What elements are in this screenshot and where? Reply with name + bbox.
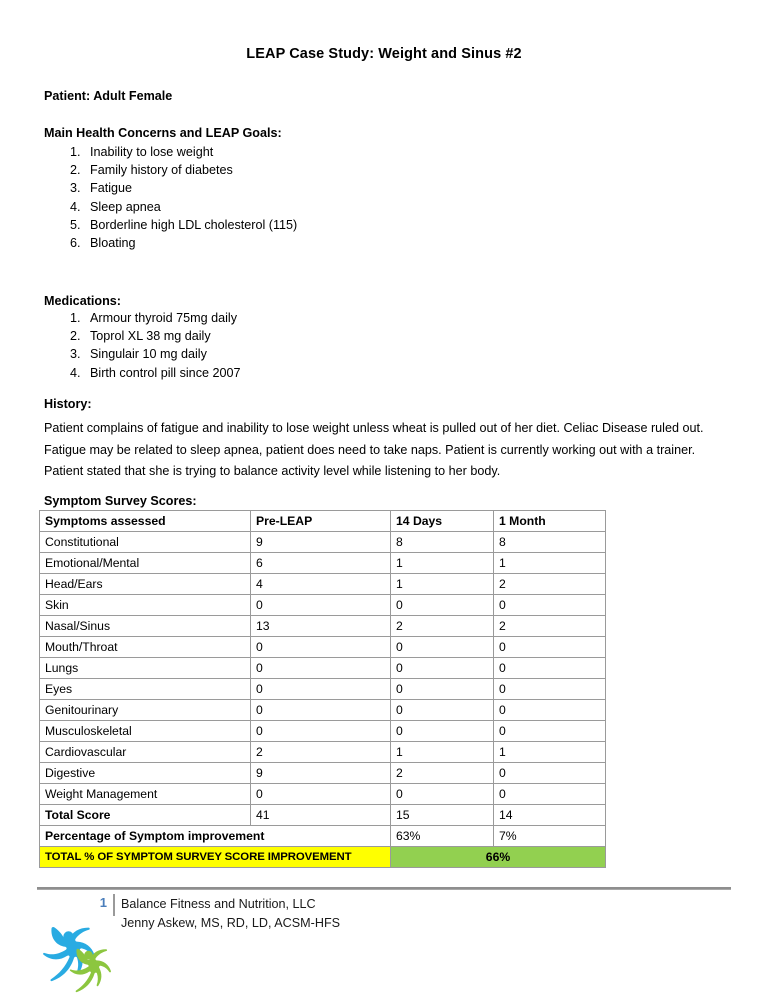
- cell-percentage-label: Percentage of Symptom improvement: [40, 826, 391, 847]
- table-row: [40, 553, 606, 574]
- footer-vertical-separator: [113, 894, 115, 916]
- cell-percentage-14-days: 63%: [391, 826, 494, 847]
- survey-table-caption: Symptom Survey Scores:: [44, 494, 197, 508]
- table-row: [40, 574, 606, 595]
- table-highlight-row: [40, 847, 606, 868]
- list-item: 3. Fatigue: [84, 179, 297, 197]
- symptom-survey-table: [39, 510, 606, 868]
- page-title: LEAP Case Study: Weight and Sinus #2: [246, 46, 522, 62]
- cell-1-month: 0: [494, 784, 606, 805]
- cell-symptom: Cardiovascular: [40, 742, 251, 763]
- cell-14-days: 1: [391, 742, 494, 763]
- list-item: 6. Bloating: [84, 234, 297, 252]
- table-row: [40, 721, 606, 742]
- cell-14-days: 0: [391, 679, 494, 700]
- history-heading: History:: [44, 397, 92, 411]
- cell-14-days: 0: [391, 700, 494, 721]
- cell-symptom: Skin: [40, 595, 251, 616]
- cell-total-1-month: 14: [494, 805, 606, 826]
- cell-symptom: Emotional/Mental: [40, 553, 251, 574]
- cell-total-pre-leap: 41: [251, 805, 391, 826]
- cell-1-month: 1: [494, 742, 606, 763]
- cell-1-month: 0: [494, 721, 606, 742]
- cell-1-month: 1: [494, 553, 606, 574]
- list-item: 5. Borderline high LDL cholesterol (115): [84, 216, 297, 234]
- cell-pre-leap: 0: [251, 637, 391, 658]
- cell-pre-leap: 9: [251, 763, 391, 784]
- medications-heading: Medications:: [44, 294, 121, 308]
- table-row: [40, 616, 606, 637]
- table-row: [40, 532, 606, 553]
- cell-14-days: 8: [391, 532, 494, 553]
- list-item: 4. Birth control pill since 2007: [84, 364, 241, 382]
- table-row: [40, 679, 606, 700]
- list-item: 1. Inability to lose weight: [84, 143, 297, 161]
- cell-pre-leap: 2: [251, 742, 391, 763]
- cell-symptom: Musculoskeletal: [40, 721, 251, 742]
- list-item: 2. Toprol XL 38 mg daily: [84, 327, 241, 345]
- health-concerns-list: [44, 143, 297, 252]
- cell-1-month: 0: [494, 658, 606, 679]
- table-percentage-row: [40, 826, 606, 847]
- list-item: 3. Singulair 10 mg daily: [84, 345, 241, 363]
- table-total-row: [40, 805, 606, 826]
- cell-symptom: Nasal/Sinus: [40, 616, 251, 637]
- cell-pre-leap: 0: [251, 721, 391, 742]
- column-header-1-month: 1 Month: [494, 511, 606, 532]
- cell-pre-leap: 0: [251, 595, 391, 616]
- cell-1-month: 0: [494, 679, 606, 700]
- cell-1-month: 0: [494, 637, 606, 658]
- patient-label: Patient: Adult Female: [44, 89, 173, 103]
- cell-symptom: Head/Ears: [40, 574, 251, 595]
- cell-pre-leap: 6: [251, 553, 391, 574]
- cell-1-month: 2: [494, 574, 606, 595]
- cell-14-days: 1: [391, 553, 494, 574]
- cell-1-month: 0: [494, 763, 606, 784]
- cell-14-days: 2: [391, 616, 494, 637]
- cell-percentage-1-month: 7%: [494, 826, 606, 847]
- table-row: [40, 658, 606, 679]
- cell-symptom: Genitourinary: [40, 700, 251, 721]
- footer-text: [121, 895, 340, 933]
- cell-symptom: Constitutional: [40, 532, 251, 553]
- table-row: [40, 763, 606, 784]
- column-header-symptom: Symptoms assessed: [40, 511, 251, 532]
- cell-pre-leap: 0: [251, 658, 391, 679]
- cell-pre-leap: 0: [251, 700, 391, 721]
- cell-14-days: 0: [391, 595, 494, 616]
- table-row: [40, 700, 606, 721]
- table-row: [40, 742, 606, 763]
- company-logo: [38, 922, 116, 994]
- cell-14-days: 0: [391, 637, 494, 658]
- footer-company: Balance Fitness and Nutrition, LLC: [121, 897, 316, 911]
- table-header-row: [40, 511, 606, 532]
- table-row: [40, 595, 606, 616]
- cell-total-improvement-label: TOTAL % OF SYMPTOM SURVEY SCORE IMPROVEMENT: [40, 847, 391, 868]
- cell-14-days: 1: [391, 574, 494, 595]
- cell-pre-leap: 0: [251, 784, 391, 805]
- cell-14-days: 2: [391, 763, 494, 784]
- list-item: 4. Sleep apnea: [84, 198, 297, 216]
- history-paragraph: Patient complains of fatigue and inability to lose weight unless wheat is pulled out of her diet. Celiac Disease ruled out. Fatigue may be related to sleep apnea, patient does need to take naps. Patient is currently working out with a trainer. Patient stated that she is trying to balance activity level while listening to her body.: [44, 421, 704, 478]
- medications-list: [44, 309, 241, 382]
- cell-symptom: Weight Management: [40, 784, 251, 805]
- cell-symptom: Mouth/Throat: [40, 637, 251, 658]
- footer-divider-rule: [37, 887, 731, 890]
- concerns-heading: Main Health Concerns and LEAP Goals:: [44, 126, 282, 140]
- cell-total-label: Total Score: [40, 805, 251, 826]
- cell-14-days: 0: [391, 658, 494, 679]
- table-row: [40, 637, 606, 658]
- cell-symptom: Eyes: [40, 679, 251, 700]
- cell-pre-leap: 4: [251, 574, 391, 595]
- cell-symptom: Digestive: [40, 763, 251, 784]
- page-number: 1: [99, 895, 107, 910]
- cell-1-month: 8: [494, 532, 606, 553]
- cell-14-days: 0: [391, 721, 494, 742]
- cell-1-month: 2: [494, 616, 606, 637]
- cell-1-month: 0: [494, 595, 606, 616]
- table-row: [40, 784, 606, 805]
- cell-total-improvement-value: 66%: [391, 847, 606, 868]
- cell-1-month: 0: [494, 700, 606, 721]
- cell-pre-leap: 9: [251, 532, 391, 553]
- cell-total-14-days: 15: [391, 805, 494, 826]
- list-item: 1. Armour thyroid 75mg daily: [84, 309, 241, 327]
- cell-pre-leap: 13: [251, 616, 391, 637]
- cell-pre-leap: 0: [251, 679, 391, 700]
- column-header-pre-leap: Pre-LEAP: [251, 511, 391, 532]
- list-item: 2. Family history of diabetes: [84, 161, 297, 179]
- footer-author: Jenny Askew, MS, RD, LD, ACSM-HFS: [121, 916, 341, 930]
- cell-symptom: Lungs: [40, 658, 251, 679]
- column-header-14-days: 14 Days: [391, 511, 494, 532]
- cell-14-days: 0: [391, 784, 494, 805]
